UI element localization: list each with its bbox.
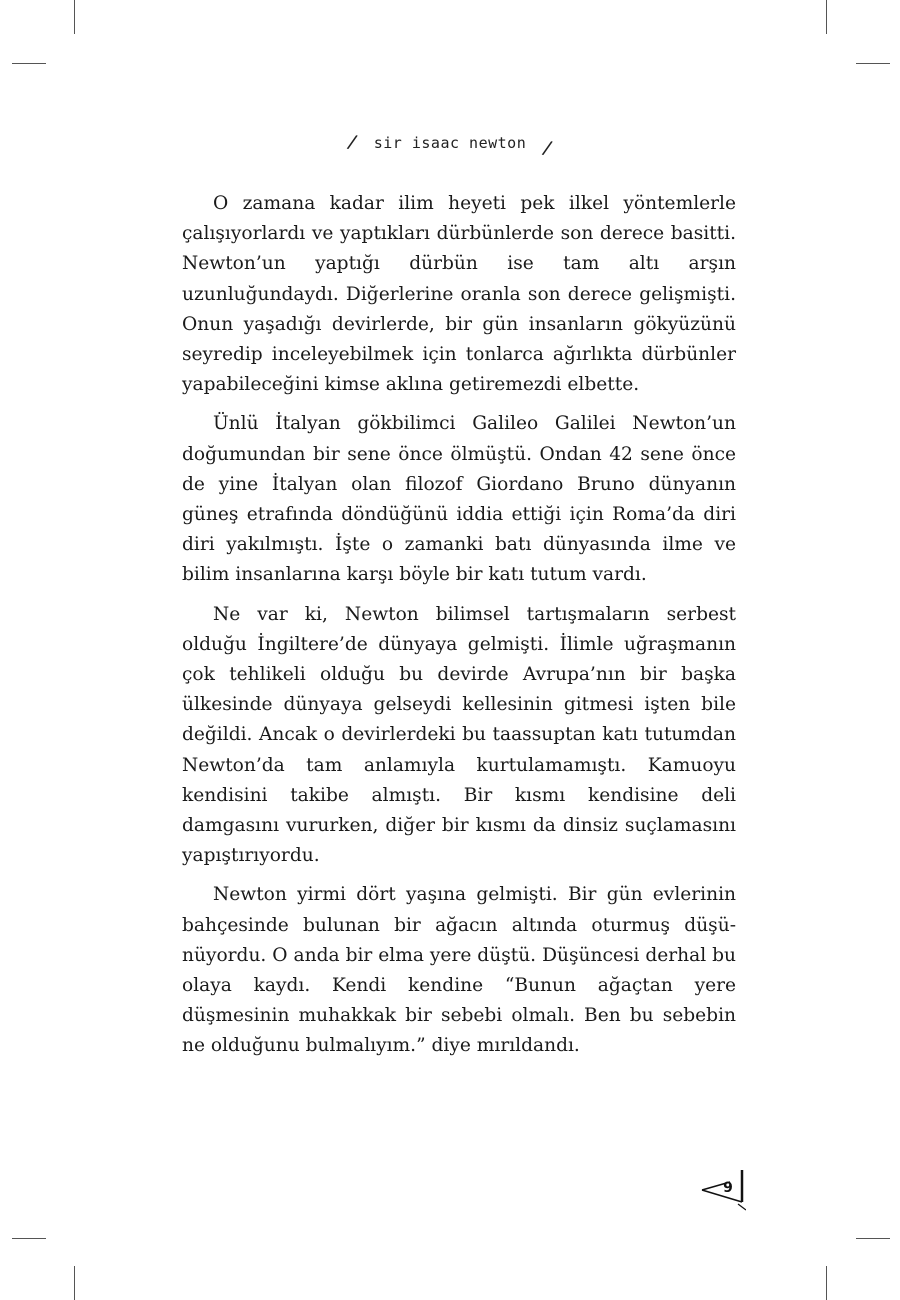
page-number-badge xyxy=(700,1168,746,1212)
running-head-title: sir isaac newton xyxy=(373,134,527,152)
page-number: 9 xyxy=(723,1180,733,1196)
crop-mark-top-left-horizontal xyxy=(12,63,46,64)
paragraph-4: Newton yirmi dört yaşına gelmişti. Bir gün evlerinin bahçesinde bulunan bir ağacın altında oturmuş düşünüyordu. O anda bir elma yere düştü. Düşüncesi derhal bu olaya kaydı. Kendi kendine “Bunun ağaçtan yere düşmesinin muhakkak bir sebebi olmalı. Ben bu sebebin ne olduğunu bulmalıyım.” diye mırıldandı. xyxy=(182,884,736,1057)
paragraph-2: Ünlü İtalyan gökbilimci Galileo Galilei Newton’un doğumundan bir sene önce ölmüştü. Ondan 42 sene önce de yine İtalyan olan filozof Giordano Bruno dünyanın güneş etrafında döndüğünü iddia ettiği için Roma’da diri diri yakılmıştı. İşte o zamanki batı dünyasında ilme ve bilim insanlarına karşı böyle bir katı tutum vardı. xyxy=(182,413,736,586)
crop-mark-top-right-vertical xyxy=(826,0,827,34)
paragraph-1: O zamana kadar ilim heyeti pek ilkel yöntemlerle çalışıyorlardı ve yaptıkları dürbünlerde son derece basitti. Newton’un yaptığı dürbün ise tam altı arşın uzunluğundaydı. Diğerlerine oranla son derece gelişmişti. Onun yaşadığı devirlerde, bir gün insanların gökyüzünü seyredip inceleyebilmek için tonlarca ağırlıkta dürbünler yapabileceğini kimse aklına getiremezdi elbette. xyxy=(182,193,736,396)
crop-mark-bottom-right-vertical xyxy=(826,1266,827,1300)
paragraph-3: Ne var ki, Newton bilimsel tartışmaların serbest olduğu İngiltere’de dünyaya gelmişti. İlimle uğraşmanın çok tehlikeli olduğu bu devirde Avrupa’nın bir başka ülkesinde dünyaya gelseydi kellesinin gitmesi işten bile değildi. Ancak o devirlerdeki bu taassuptan katı tutumdan Newton’da tam anlamıyla kurtulamamıştı. Kamuoyu kendisini takibe almıştı. Bir kısmı kendisine deli damgasını vururken, diğer bir kısmı da dinsiz suçlamasını yapıştırıyordu. xyxy=(182,603,736,867)
crop-mark-bottom-right-horizontal xyxy=(856,1238,890,1239)
crop-mark-top-right-horizontal xyxy=(856,63,890,64)
crop-mark-bottom-left-vertical xyxy=(74,1266,75,1300)
crop-mark-top-left-vertical xyxy=(74,0,75,34)
running-head-slash-left: / xyxy=(345,131,360,154)
running-head-slash-right: / xyxy=(540,137,555,160)
body-text xyxy=(182,189,736,1071)
running-head xyxy=(0,131,900,160)
crop-mark-bottom-left-horizontal xyxy=(12,1238,46,1239)
